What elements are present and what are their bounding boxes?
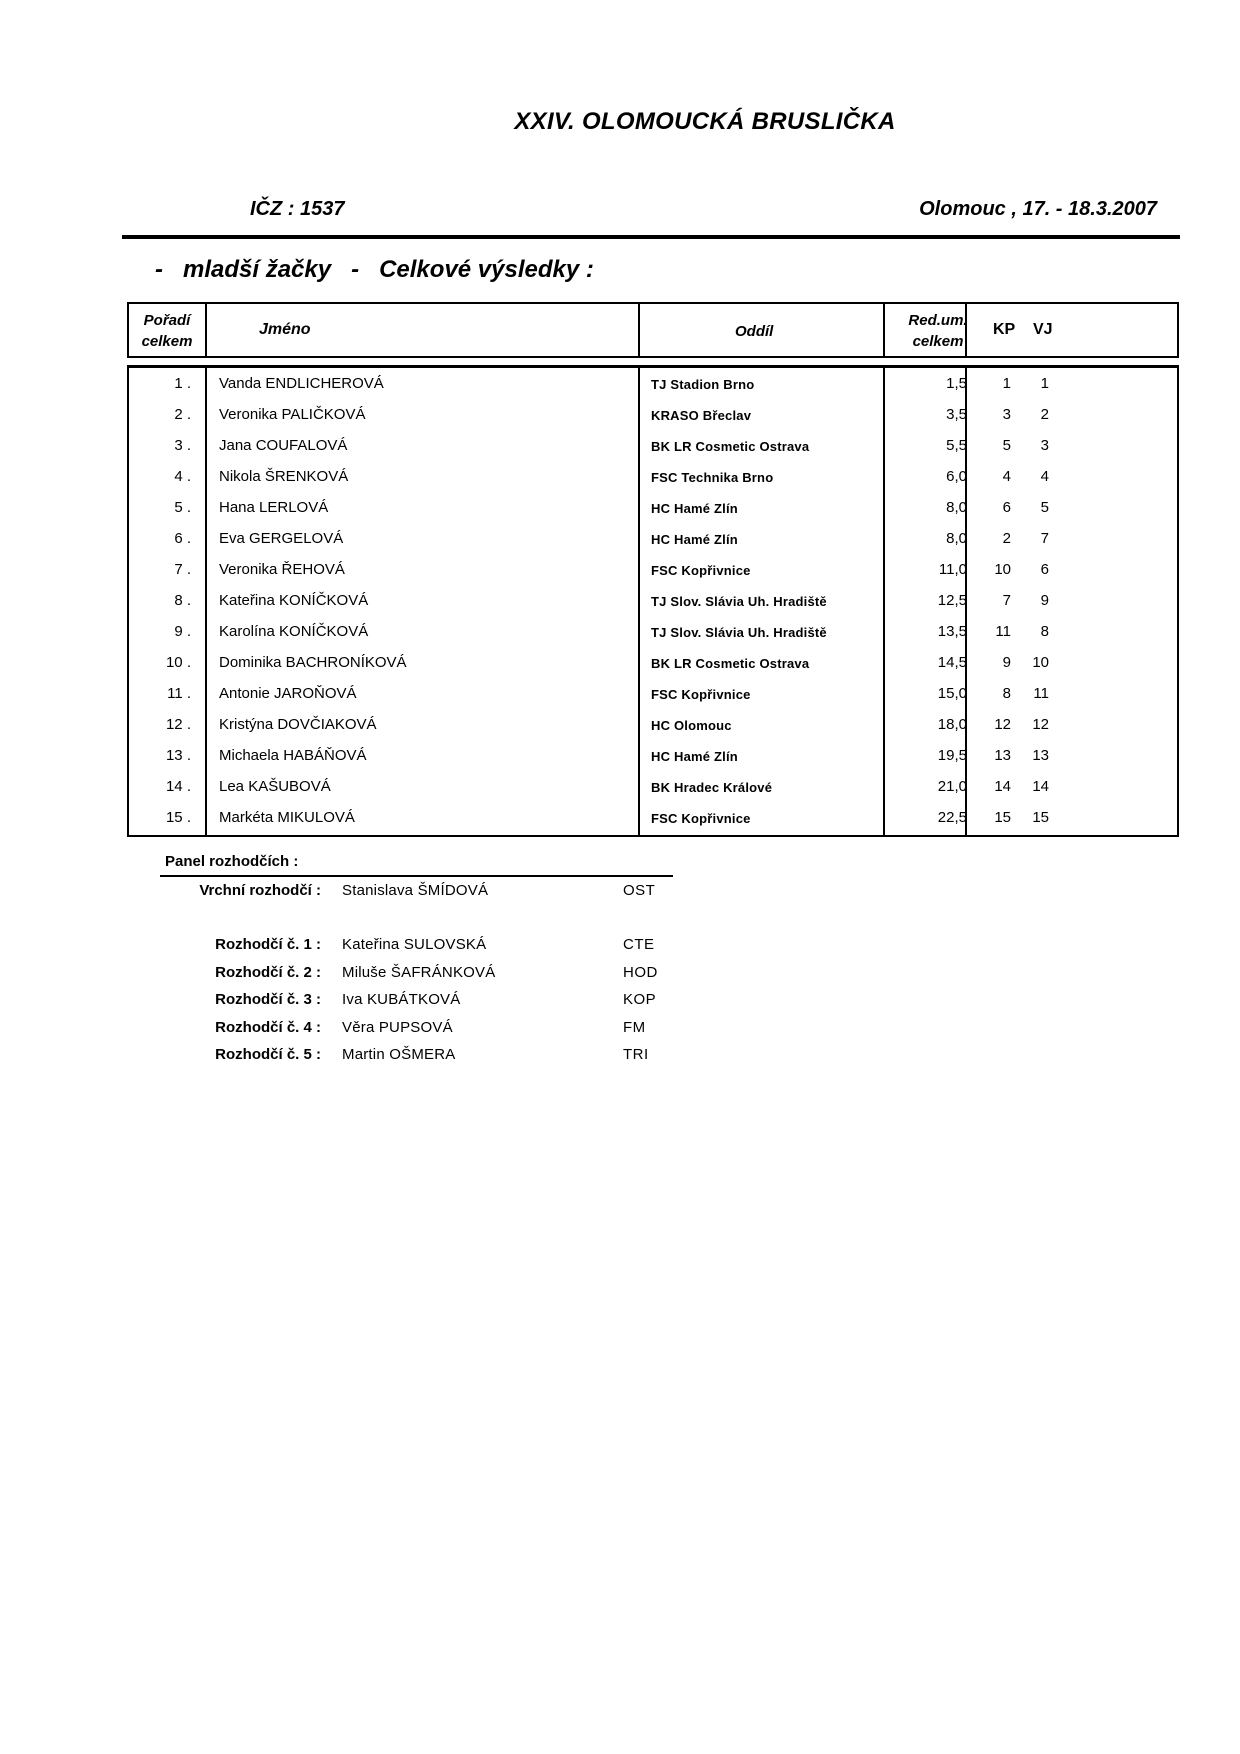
- club-cell: HC Olomouc: [651, 718, 732, 733]
- name-cell: Antonie JAROŇOVÁ: [219, 685, 357, 702]
- vj-cell: 4: [1040, 468, 1049, 485]
- kp-cell: 9: [1002, 654, 1011, 671]
- rank-cell: 10 .: [165, 654, 191, 671]
- points-cell: 6,0: [946, 468, 967, 485]
- kp-cell: 11: [995, 623, 1011, 640]
- kp-cell: 3: [1002, 406, 1011, 423]
- club-cell: FSC Kopřivnice: [651, 811, 751, 826]
- header-separator: [205, 304, 207, 356]
- points-cell: 8,0: [946, 530, 967, 547]
- name-cell: Veronika PALIČKOVÁ: [219, 406, 366, 423]
- club-cell: KRASO Břeclav: [651, 408, 752, 423]
- judge-name: Stanislava ŠMÍDOVÁ: [342, 882, 489, 899]
- club-cell: BK Hradec Králové: [651, 780, 773, 795]
- kp-cell: 8: [1002, 685, 1011, 702]
- judges-panel-label: Panel rozhodčích :: [165, 853, 299, 870]
- points-cell: 5,5: [946, 437, 967, 454]
- rank-cell: 14 .: [165, 778, 191, 795]
- name-cell: Karolína KONÍČKOVÁ: [219, 623, 369, 640]
- results-table: [127, 365, 1179, 837]
- rank-cell: 5 .: [174, 499, 191, 516]
- name-cell: Markéta MIKULOVÁ: [219, 809, 355, 826]
- header-divider: [122, 235, 1180, 239]
- kp-cell: 14: [994, 778, 1011, 795]
- table-row: [129, 523, 1177, 554]
- club-cell: TJ Slov. Slávia Uh. Hradiště: [651, 625, 827, 640]
- judge-row: [0, 936, 700, 958]
- vj-cell: 11: [1033, 685, 1049, 702]
- judges-panel-divider: [160, 875, 673, 877]
- table-row: [129, 585, 1177, 616]
- points-cell: 12,5: [937, 592, 967, 609]
- judge-name: Kateřina SULOVSKÁ: [342, 936, 487, 953]
- table-row: [129, 368, 1177, 399]
- rank-cell: 15 .: [165, 809, 191, 826]
- vj-cell: 7: [1040, 530, 1049, 547]
- rank-cell: 11 .: [167, 685, 191, 702]
- table-row: [129, 430, 1177, 461]
- name-cell: Hana LERLOVÁ: [219, 499, 329, 516]
- club-cell: HC Hamé Zlín: [651, 532, 738, 547]
- judge-name: Miluše ŠAFRÁNKOVÁ: [342, 964, 496, 981]
- points-cell: 18,0: [937, 716, 967, 733]
- table-row: [129, 802, 1177, 833]
- judge-code: KOP: [623, 991, 657, 1008]
- rank-cell: 7 .: [174, 561, 191, 578]
- club-cell: BK LR Cosmetic Ostrava: [651, 656, 810, 671]
- header-club: Oddíl: [735, 323, 774, 340]
- vj-cell: 12: [1032, 716, 1049, 733]
- kp-cell: 4: [1002, 468, 1011, 485]
- judge-name: Martin OŠMERA: [342, 1046, 456, 1063]
- points-cell: 3,5: [946, 406, 967, 423]
- name-cell: Kateřina KONÍČKOVÁ: [219, 592, 369, 609]
- table-row: [129, 616, 1177, 647]
- kp-cell: 13: [994, 747, 1011, 764]
- points-cell: 11,0: [938, 561, 967, 578]
- icz-number: IČZ : 1537: [250, 198, 345, 220]
- vj-cell: 13: [1032, 747, 1049, 764]
- header-kp: KP: [993, 321, 1016, 338]
- judge-code: FM: [623, 1019, 646, 1036]
- judge-code: TRI: [623, 1046, 649, 1063]
- table-row: [129, 709, 1177, 740]
- head-judge-row: [0, 882, 700, 904]
- rank-cell: 8 .: [174, 592, 191, 609]
- header-points: [893, 304, 983, 356]
- table-row: [129, 461, 1177, 492]
- points-cell: 22,5: [937, 809, 967, 826]
- judge-role: Rozhodčí č. 5 :: [215, 1046, 321, 1063]
- header-name: Jméno: [259, 321, 311, 338]
- name-cell: Vanda ENDLICHEROVÁ: [219, 375, 384, 392]
- name-cell: Michaela HABÁŇOVÁ: [219, 747, 367, 764]
- rank-cell: 13 .: [165, 747, 191, 764]
- name-cell: Veronika ŘEHOVÁ: [219, 561, 345, 578]
- name-cell: Eva GERGELOVÁ: [219, 530, 344, 547]
- points-cell: 21,0: [937, 778, 967, 795]
- judge-row: [0, 1019, 700, 1041]
- results-table-header: [127, 302, 1179, 358]
- header-vj: VJ: [1033, 321, 1053, 338]
- document-title: XXIV. OLOMOUCKÁ BRUSLIČKA: [514, 108, 896, 135]
- kp-cell: 5: [1002, 437, 1011, 454]
- vj-cell: 1: [1040, 375, 1049, 392]
- judge-name: Iva KUBÁTKOVÁ: [342, 991, 461, 1008]
- rank-cell: 12 .: [165, 716, 191, 733]
- header-separator: [883, 304, 885, 356]
- kp-cell: 10: [994, 561, 1011, 578]
- rank-cell: 3 .: [174, 437, 191, 454]
- vj-cell: 15: [1032, 809, 1049, 826]
- judge-code: OST: [623, 882, 656, 899]
- vj-cell: 2: [1040, 406, 1049, 423]
- vj-cell: 3: [1040, 437, 1049, 454]
- header-rank: [129, 304, 205, 356]
- name-cell: Jana COUFALOVÁ: [219, 437, 348, 454]
- kp-cell: 15: [994, 809, 1011, 826]
- judge-role: Rozhodčí č. 1 :: [215, 936, 321, 953]
- club-cell: FSC Kopřivnice: [651, 687, 751, 702]
- name-cell: Dominika BACHRONÍKOVÁ: [219, 654, 407, 671]
- table-row: [129, 492, 1177, 523]
- judge-role: Rozhodčí č. 2 :: [215, 964, 321, 981]
- judge-row: [0, 1046, 700, 1068]
- table-row: [129, 678, 1177, 709]
- vj-cell: 14: [1032, 778, 1049, 795]
- club-cell: TJ Slov. Slávia Uh. Hradiště: [651, 594, 827, 609]
- vj-cell: 10: [1032, 654, 1049, 671]
- table-row: [129, 554, 1177, 585]
- judge-role: Vrchní rozhodčí :: [199, 882, 321, 899]
- points-cell: 19,5: [937, 747, 967, 764]
- points-cell: 8,0: [946, 499, 967, 516]
- club-cell: FSC Technika Brno: [651, 470, 774, 485]
- header-rank-line2: celkem: [141, 333, 193, 350]
- header-separator: [965, 304, 967, 356]
- judge-row: [0, 991, 700, 1013]
- judge-role: Rozhodčí č. 4 :: [215, 1019, 321, 1036]
- place-and-date: Olomouc , 17. - 18.3.2007: [919, 198, 1157, 220]
- judge-code: HOD: [623, 964, 658, 981]
- kp-cell: 2: [1002, 530, 1011, 547]
- kp-cell: 1: [1002, 375, 1011, 392]
- header-points-line2: celkem: [912, 333, 964, 350]
- rank-cell: 9 .: [174, 623, 191, 640]
- rank-cell: 6 .: [174, 530, 191, 547]
- rank-cell: 4 .: [174, 468, 191, 485]
- vj-cell: 5: [1040, 499, 1049, 516]
- table-row: [129, 771, 1177, 802]
- judge-row: [0, 964, 700, 986]
- vj-cell: 8: [1040, 623, 1049, 640]
- rank-cell: 1 .: [174, 375, 191, 392]
- kp-cell: 12: [994, 716, 1011, 733]
- table-row: [129, 647, 1177, 678]
- header-separator: [638, 304, 640, 356]
- rank-cell: 2 .: [174, 406, 191, 423]
- judge-name: Věra PUPSOVÁ: [342, 1019, 453, 1036]
- points-cell: 15,0: [937, 685, 967, 702]
- category-subtitle: - mladší žačky - Celkové výsledky :: [155, 256, 594, 283]
- vj-cell: 6: [1040, 561, 1049, 578]
- points-cell: 13,5: [937, 623, 967, 640]
- kp-cell: 7: [1002, 592, 1011, 609]
- name-cell: Nikola ŠRENKOVÁ: [219, 468, 349, 485]
- name-cell: Lea KAŠUBOVÁ: [219, 778, 331, 795]
- club-cell: FSC Kopřivnice: [651, 563, 751, 578]
- club-cell: BK LR Cosmetic Ostrava: [651, 439, 810, 454]
- vj-cell: 9: [1040, 592, 1049, 609]
- club-cell: HC Hamé Zlín: [651, 501, 738, 516]
- judge-code: CTE: [623, 936, 655, 953]
- table-row: [129, 740, 1177, 771]
- points-cell: 14,5: [937, 654, 967, 671]
- name-cell: Kristýna DOVČIAKOVÁ: [219, 716, 377, 733]
- judge-role: Rozhodčí č. 3 :: [215, 991, 321, 1008]
- header-rank-line1: Pořadí: [143, 312, 191, 329]
- kp-cell: 6: [1002, 499, 1011, 516]
- points-cell: 1,5: [946, 375, 967, 392]
- header-points-line1: Red.um.: [908, 312, 968, 329]
- club-cell: HC Hamé Zlín: [651, 749, 738, 764]
- club-cell: TJ Stadion Brno: [651, 377, 755, 392]
- table-row: [129, 399, 1177, 430]
